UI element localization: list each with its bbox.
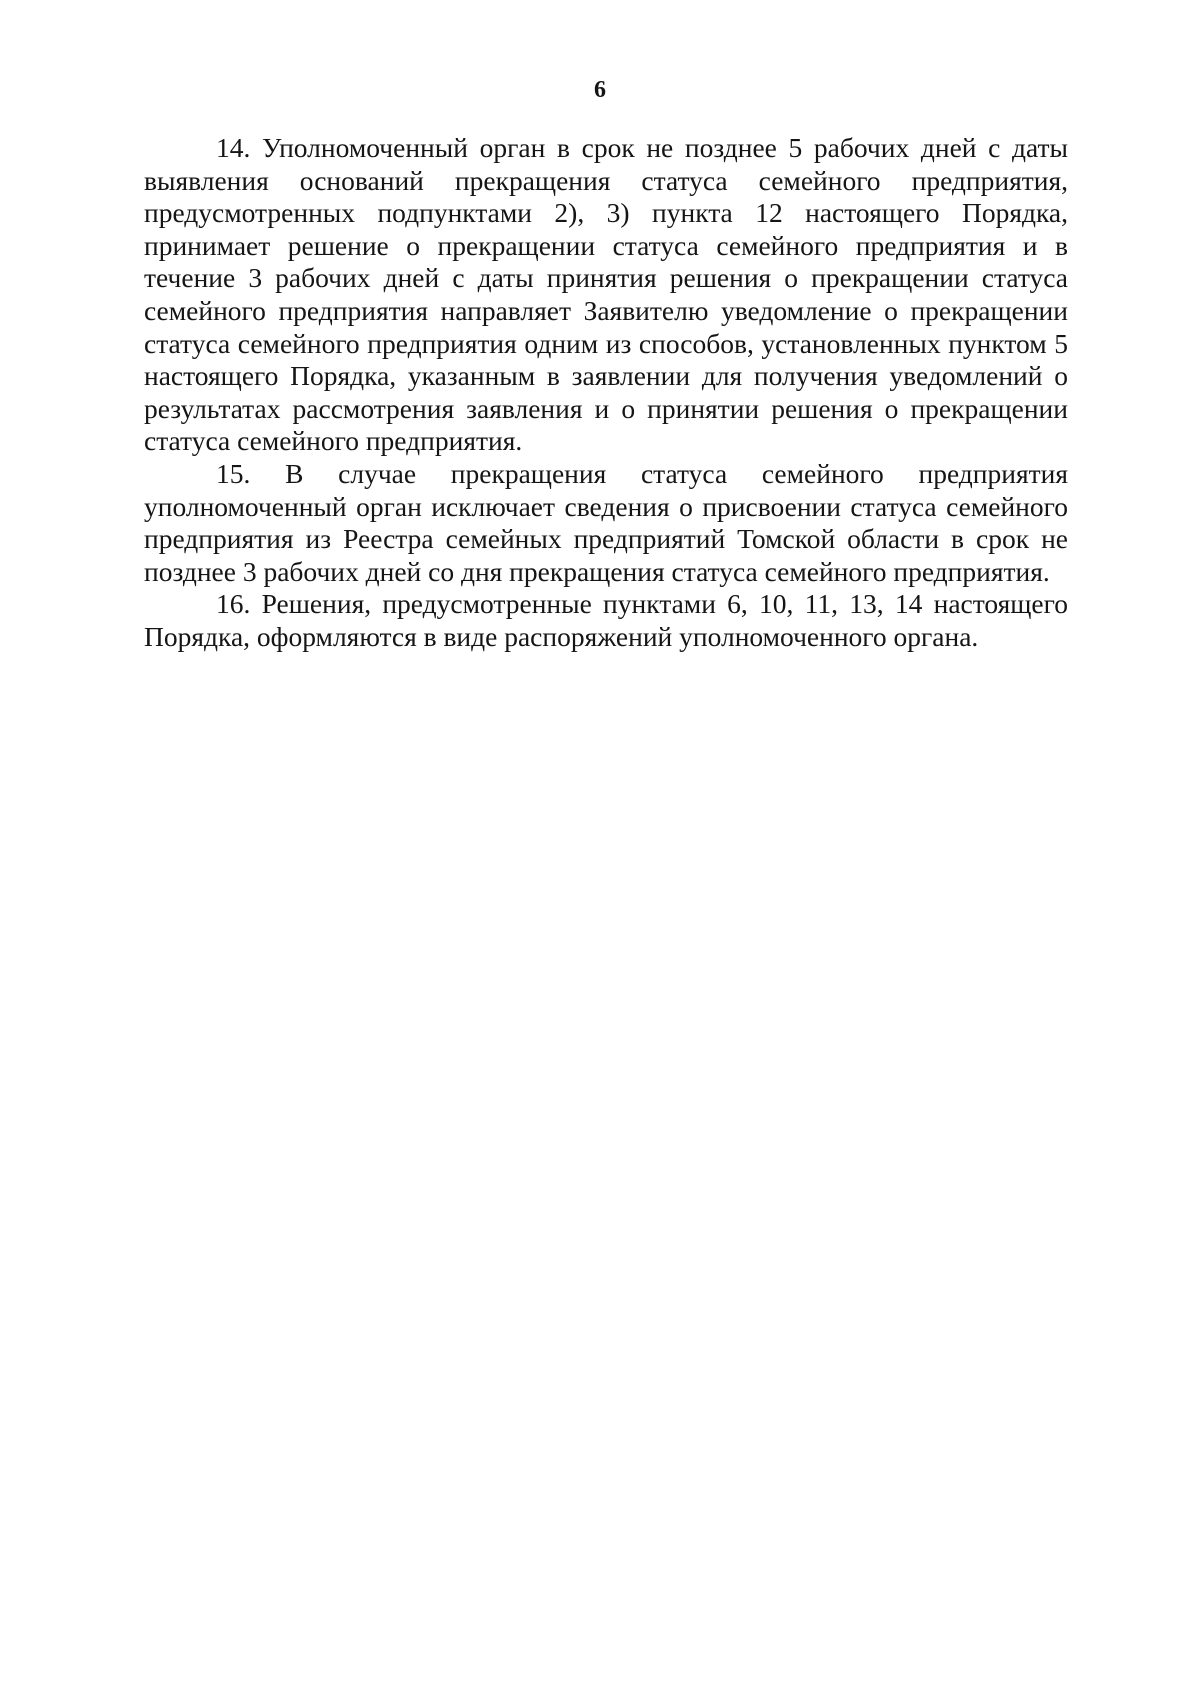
- paragraph-15: 15. В случае прекращения статуса семейного предприятия уполномоченный орган исключает сведения о присвоении статуса семейного предприятия из Реестра семейных предприятий Томской области в срок не позднее 3 рабочих дней со дня прекращения статуса семейного предприятия.: [144, 457, 1068, 587]
- document-body: [144, 132, 1068, 654]
- paragraph-16: 16. Решения, предусмотренные пунктами 6, 10, 11, 13, 14 настоящего Порядка, оформляются в виде распоряжений уполномоченного органа.: [144, 588, 1068, 652]
- page-number: 6: [594, 77, 606, 103]
- paragraph-14: 14. Уполномоченный орган в срок не позднее 5 рабочих дней с даты выявления оснований прекращения статуса семейного предприятия, предусмотренных подпунктами 2), 3) пункта 12 настоящего Порядка, принимает решение о прекращении статуса семейного предприятия и в течение 3 рабочих дней с даты принятия решения о прекращении статуса семейного предприятия направляет Заявителю уведомление о прекращении статуса семейного предприятия одним из способов, установленных пунктом 5 настоящего Порядка, указанным в заявлении для получения уведомлений о результатах рассмотрения заявления и о принятии решения о прекращении статуса семейного предприятия.: [144, 132, 1068, 457]
